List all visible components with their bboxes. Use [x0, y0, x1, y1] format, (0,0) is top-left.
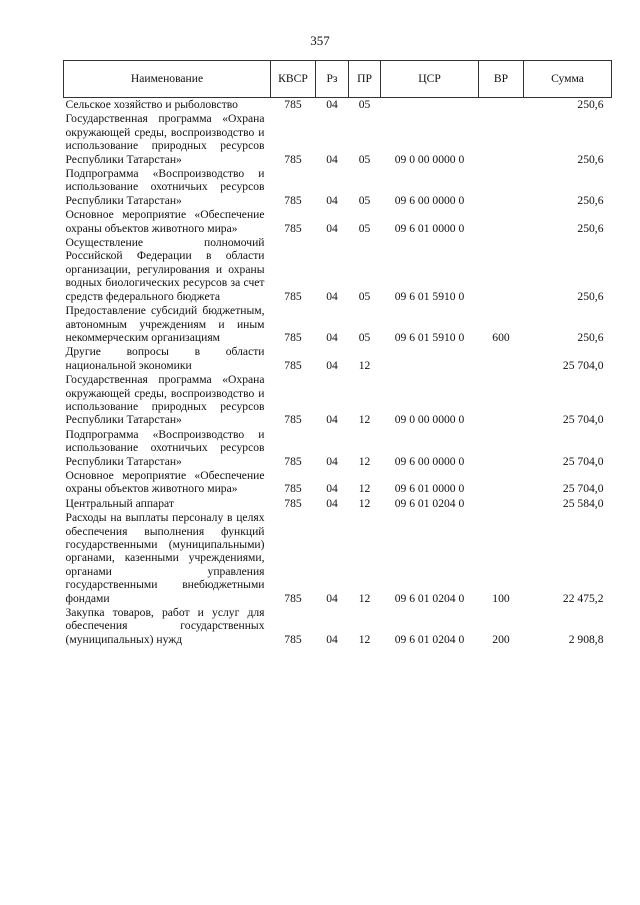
cell-csr: 09 6 01 0000 0 — [394, 221, 465, 235]
table-row — [64, 208, 612, 236]
cell-name: Предоставление субсидий бюджетным, автономным учреждениям и иным некоммерческим организациям — [65, 304, 265, 344]
cell-pr: 12 — [358, 454, 371, 468]
cell-csr: 09 6 01 0000 0 — [394, 482, 465, 496]
cell-pr: 05 — [358, 221, 371, 235]
cell-pr: 12 — [358, 413, 371, 427]
cell-vr: 100 — [492, 591, 510, 605]
table-header — [64, 61, 612, 98]
cell-name: Центральный аппарат — [65, 496, 174, 510]
cell-vr — [479, 208, 524, 236]
cell-sum: 25 704,0 — [562, 413, 604, 427]
cell-sum: 25 704,0 — [562, 358, 604, 372]
table-row — [64, 428, 612, 469]
cell-kvsr: 785 — [284, 98, 302, 111]
cell-csr: 09 6 01 0204 0 — [394, 632, 465, 646]
cell-name: Расходы на выплаты персоналу в целях обеспечения выполнения функций государственными (муниципальными) органами, казенными учреждениями, органами управления государственными внебюджетными фондами — [65, 511, 265, 605]
cell-kvsr: 785 — [284, 591, 302, 605]
cell-vr — [479, 112, 524, 167]
cell-kvsr: 785 — [284, 330, 302, 344]
cell-sum: 25 704,0 — [562, 454, 604, 468]
table-row — [64, 304, 612, 345]
page-number: 357 — [310, 33, 330, 48]
cell-csr: 09 0 00 0000 0 — [394, 152, 465, 166]
cell-kvsr: 785 — [284, 482, 302, 496]
cell-pr: 12 — [358, 496, 371, 510]
cell-kvsr: 785 — [284, 152, 302, 166]
cell-sum: 250,6 — [577, 98, 604, 111]
table-row — [64, 345, 612, 373]
cell-rz: 04 — [326, 482, 338, 496]
cell-kvsr: 785 — [284, 632, 302, 646]
cell-pr: 12 — [358, 482, 371, 496]
table-row — [64, 112, 612, 167]
cell-rz: 04 — [326, 358, 338, 372]
header-sum: Сумма — [524, 61, 612, 98]
cell-pr: 12 — [358, 632, 371, 646]
cell-sum: 250,6 — [577, 221, 604, 235]
header-vr: ВР — [479, 61, 524, 98]
header-kvsr: КВСР — [271, 61, 316, 98]
cell-rz: 04 — [326, 413, 338, 427]
cell-vr — [479, 469, 524, 497]
cell-kvsr: 785 — [284, 358, 302, 372]
table-row — [64, 469, 612, 497]
cell-pr: 12 — [358, 591, 371, 605]
cell-name: Государственная программа «Охрана окружающей среды, воспроизводство и использование природных ресурсов Республики Татарстан» — [65, 112, 265, 166]
cell-rz: 04 — [326, 221, 338, 235]
cell-vr — [479, 373, 524, 428]
cell-vr: 600 — [492, 330, 510, 344]
cell-kvsr: 785 — [284, 193, 302, 207]
cell-rz: 04 — [326, 289, 338, 303]
cell-csr: 09 0 00 0000 0 — [394, 413, 465, 427]
cell-pr: 05 — [358, 98, 371, 111]
cell-rz: 04 — [326, 330, 338, 344]
cell-sum: 250,6 — [577, 289, 604, 303]
budget-table — [63, 60, 612, 647]
cell-sum: 250,6 — [577, 193, 604, 207]
cell-kvsr: 785 — [284, 413, 302, 427]
table-row — [64, 511, 612, 606]
cell-sum: 25 704,0 — [562, 482, 604, 496]
cell-csr — [381, 98, 479, 113]
cell-rz: 04 — [326, 591, 338, 605]
cell-rz: 04 — [326, 152, 338, 166]
cell-csr — [381, 345, 479, 373]
cell-csr: 09 6 01 5910 0 — [394, 289, 465, 303]
table-row — [64, 373, 612, 428]
cell-csr: 09 6 01 5910 0 — [394, 330, 465, 344]
cell-sum: 250,6 — [577, 152, 604, 166]
cell-pr: 05 — [358, 152, 371, 166]
cell-kvsr: 785 — [284, 221, 302, 235]
cell-kvsr: 785 — [284, 454, 302, 468]
cell-name: Подпрограмма «Воспроизводство и использование охотничьих ресурсов Республики Татарстан» — [65, 167, 265, 207]
cell-sum: 22 475,2 — [562, 591, 604, 605]
cell-csr: 09 6 00 0000 0 — [394, 454, 465, 468]
cell-kvsr: 785 — [284, 496, 302, 510]
cell-vr — [479, 428, 524, 469]
cell-kvsr: 785 — [284, 289, 302, 303]
cell-csr: 09 6 01 0204 0 — [394, 591, 465, 605]
cell-name: Подпрограмма «Воспроизводство и использование охотничьих ресурсов Республики Татарстан» — [65, 427, 265, 468]
cell-rz: 04 — [326, 193, 338, 207]
cell-pr: 05 — [358, 289, 371, 303]
cell-name: Основное мероприятие «Обеспечение охраны объектов животного мира» — [65, 208, 265, 235]
cell-name: Основное мероприятие «Обеспечение охраны объектов животного мира» — [65, 468, 265, 496]
header-rz: Рз — [316, 61, 349, 98]
header-pr: ПР — [349, 61, 381, 98]
table-row — [64, 98, 612, 113]
table-row — [64, 167, 612, 208]
cell-name: Сельское хозяйство и рыболовство — [65, 98, 238, 111]
cell-csr: 09 6 00 0000 0 — [394, 193, 465, 207]
cell-sum: 250,6 — [577, 330, 604, 344]
header-name: Наименование — [64, 61, 271, 98]
cell-vr — [479, 98, 524, 113]
cell-vr: 200 — [492, 632, 510, 646]
table-body — [64, 98, 612, 648]
cell-pr: 12 — [358, 358, 371, 372]
cell-rz: 04 — [326, 496, 338, 510]
cell-name: Осуществление полномочий Российской Федерации в области организации, регулирования и охраны водных биологических ресурсов за счет средств федерального бюджета — [65, 236, 265, 303]
cell-vr — [479, 497, 524, 511]
cell-name: Государственная программа «Охрана окружающей среды, воспроизводство и использование природных ресурсов Республики Татарстан» — [65, 373, 265, 427]
cell-sum: 25 584,0 — [562, 496, 604, 510]
cell-sum: 2 908,8 — [568, 632, 604, 646]
table-row — [64, 606, 612, 647]
cell-rz: 04 — [326, 454, 338, 468]
table-row — [64, 236, 612, 304]
table-row — [64, 497, 612, 511]
cell-name: Закупка товаров, работ и услуг для обеспечения государственных (муниципальных) нужд — [65, 606, 265, 646]
cell-rz: 04 — [326, 98, 338, 111]
cell-rz: 04 — [326, 632, 338, 646]
cell-pr: 05 — [358, 193, 371, 207]
header-csr: ЦСР — [381, 61, 479, 98]
cell-vr — [479, 236, 524, 304]
cell-pr: 05 — [358, 330, 371, 344]
cell-csr: 09 6 01 0204 0 — [394, 496, 465, 510]
cell-vr — [479, 345, 524, 373]
cell-vr — [479, 167, 524, 208]
cell-name: Другие вопросы в области национальной экономики — [65, 345, 265, 372]
